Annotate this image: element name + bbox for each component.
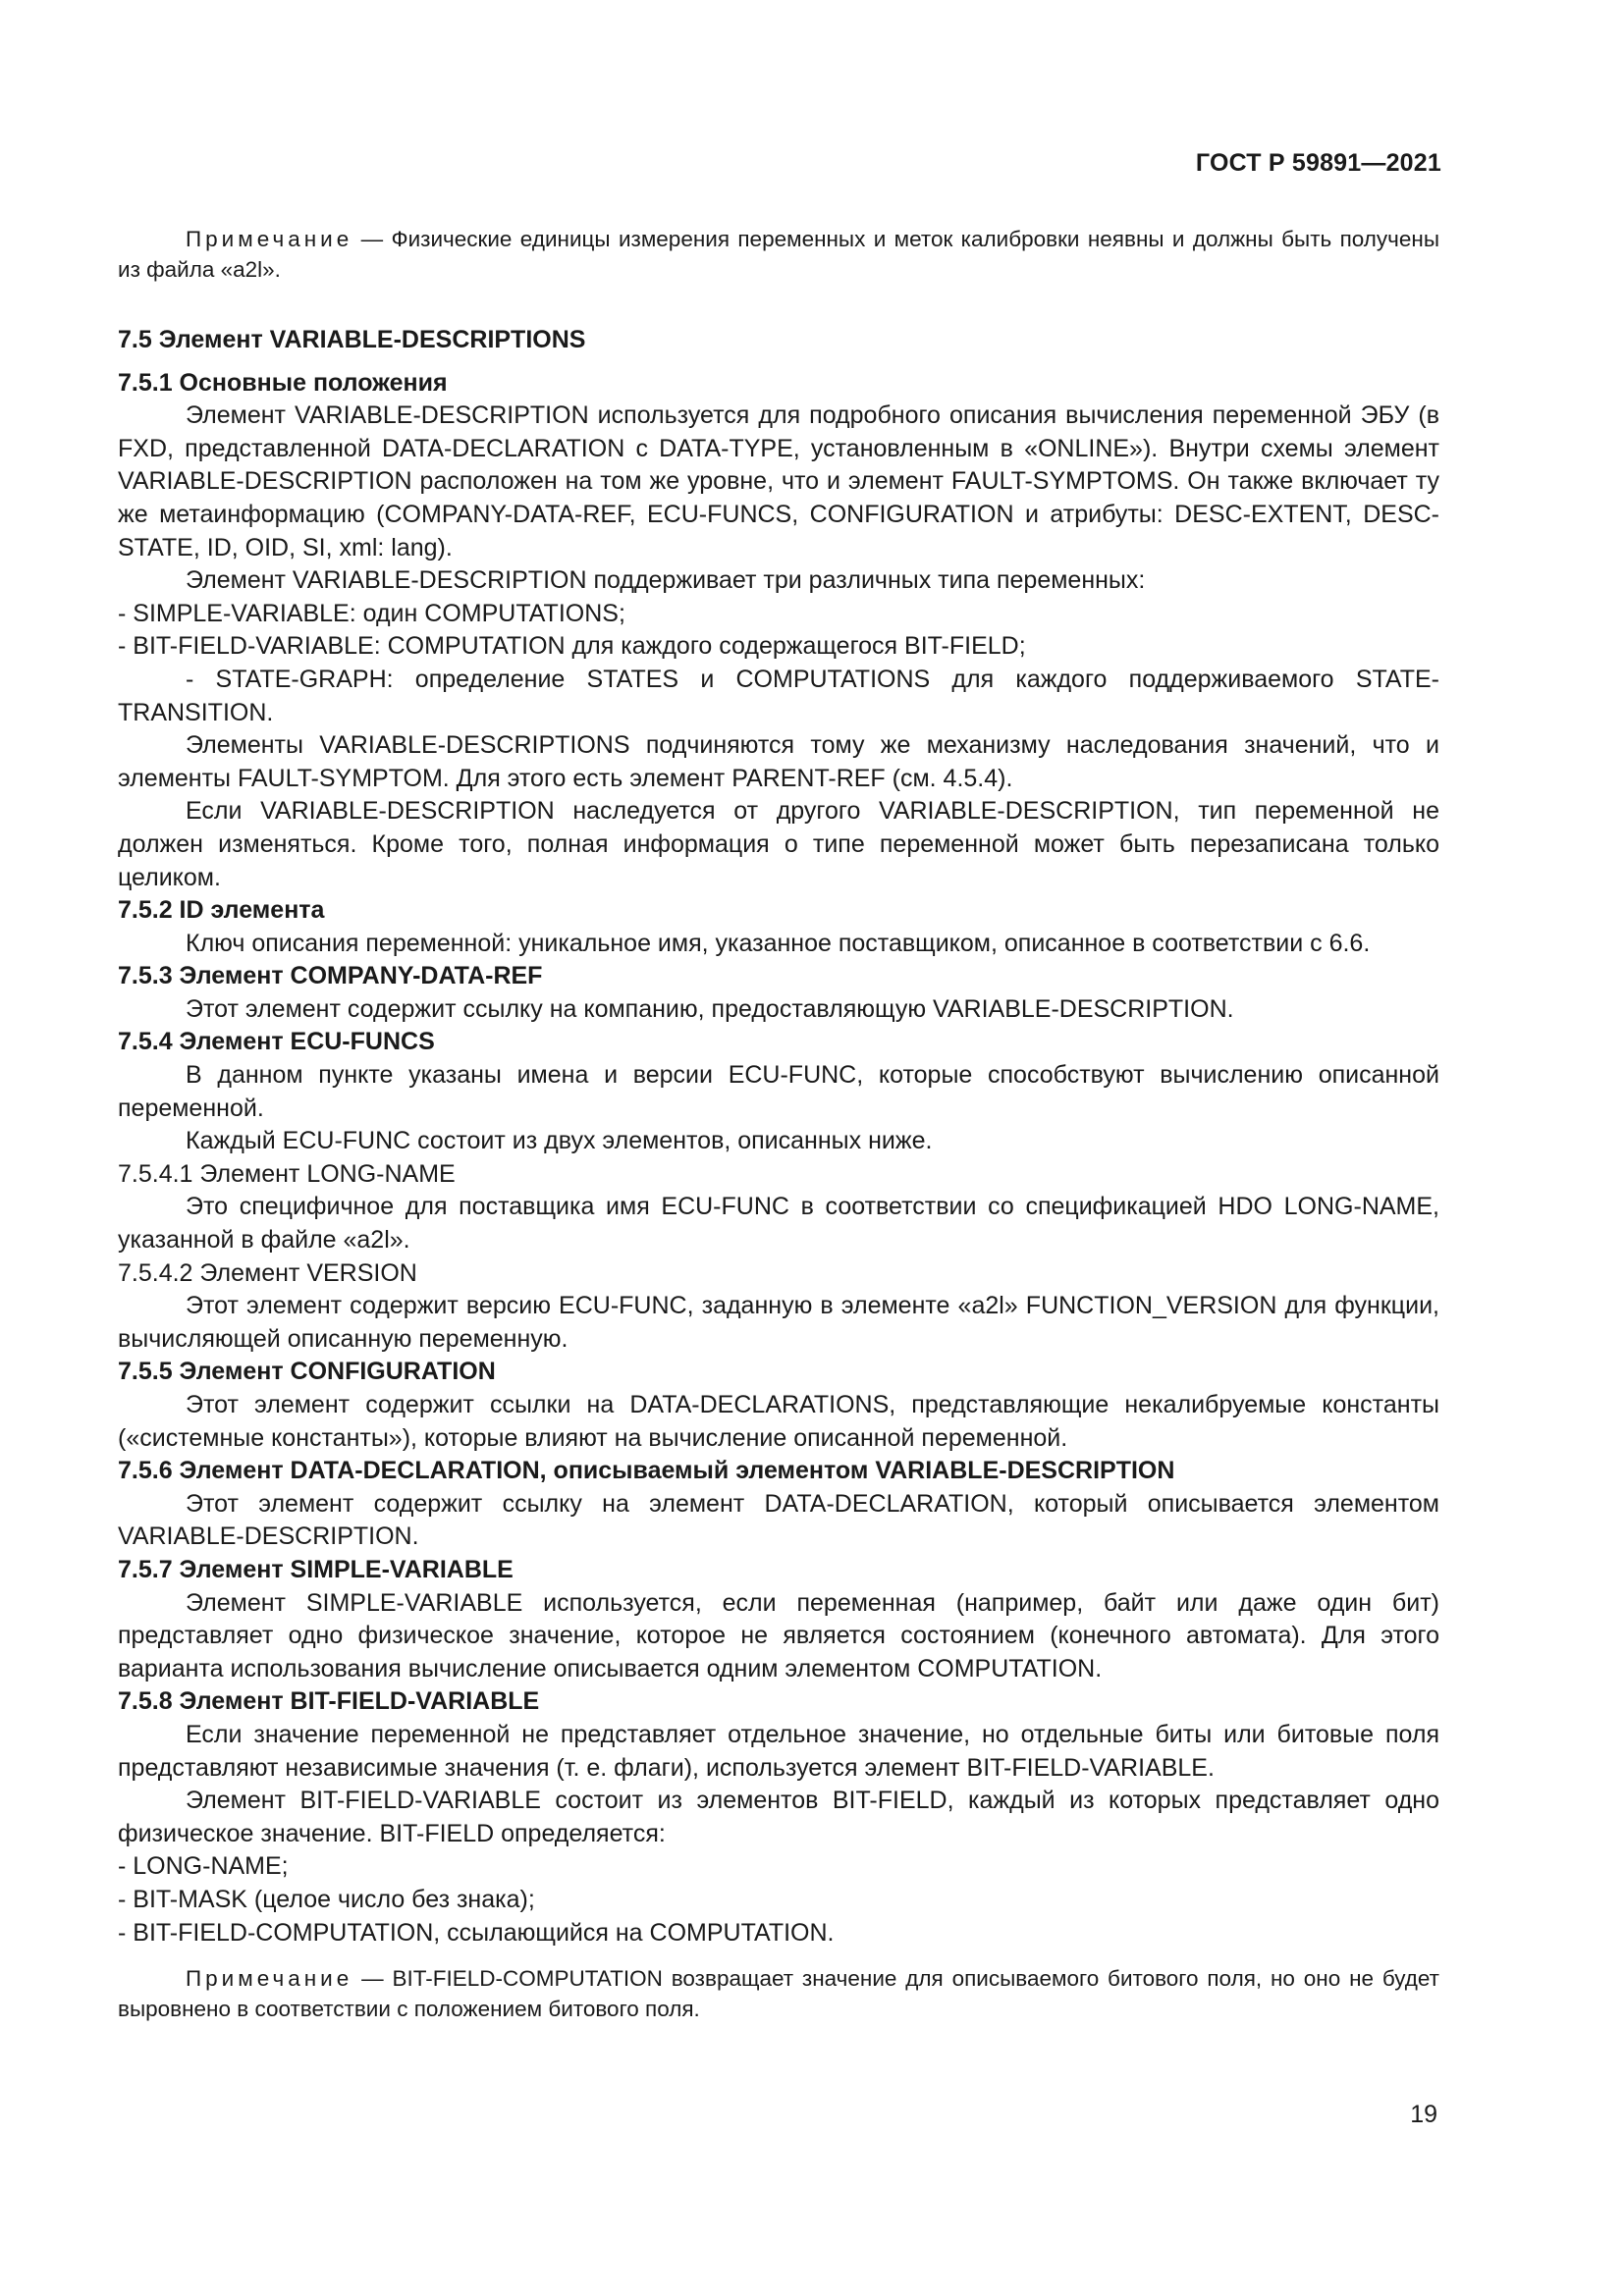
- list-item: - BIT-FIELD-COMPUTATION, ссылающийся на COMPUTATION.: [118, 1918, 835, 1947]
- heading-7-5-8: 7.5.8 Элемент BIT-FIELD-VARIABLE: [118, 1687, 540, 1716]
- heading-7-5-6: 7.5.6 Элемент DATA-DECLARATION, описываемый элементом VARIABLE-DESCRIPTION: [118, 1457, 1175, 1485]
- paragraph: Если значение переменной не представляет отдельное значение, но отдельные биты или битовые поля представляют независимые значения (т. е. флаги), используется элемент BIT-FIELD-VARIABLE.: [118, 1720, 1439, 1782]
- heading-7-5-1: 7.5.1 Основные положения: [118, 368, 448, 397]
- paragraph: Этот элемент содержит ссылки на DATA-DECLARATIONS, представляющие некалибруемые константы («системные константы»), которые влияют на вычисление описанной переменной.: [118, 1391, 1439, 1452]
- page-number: 19: [1410, 2101, 1437, 2128]
- note-text: — BIT-FIELD-COMPUTATION возвращает значение для описываемого битового поля, но оно не будет выровнено в соответствии с положением битового поля.: [118, 1966, 1439, 2022]
- paragraph: Элемент SIMPLE-VARIABLE используется, если переменная (например, байт или даже один бит) представляет одно физическое значение, которое не является состоянием (конечного автомата). Для этого варианта использования вычисление описывается одним элементом COMPUTATION.: [118, 1588, 1439, 1682]
- page-content: [118, 224, 1439, 2024]
- paragraph: Ключ описания переменной: уникальное имя, указанное поставщиком, описанное в соответствии с 6.6.: [186, 929, 1371, 957]
- paragraph: Это специфичное для поставщика имя ECU-FUNC в соответствии со спецификацией HDO LONG-NAME, указанной в файле «a2l».: [118, 1193, 1439, 1255]
- heading-7-5-5: 7.5.5 Элемент CONFIGURATION: [118, 1358, 496, 1386]
- note-text: — Физические единицы измерения переменных и меток калибровки неявны и должны быть получены из файла «a2l».: [118, 227, 1439, 282]
- note-2: [118, 1963, 1439, 2024]
- standard-header: ГОСТ Р 59891—2021: [1195, 149, 1441, 177]
- paragraph: Этот элемент содержит ссылку на компанию, предоставляющую VARIABLE-DESCRIPTION.: [186, 994, 1234, 1023]
- heading-7-5-2: 7.5.2 ID элемента: [118, 896, 325, 925]
- paragraph: Элементы VARIABLE-DESCRIPTIONS подчиняются тому же механизму наследования значений, что и элементы FAULT-SYMPTOM. Для этого есть элемент PARENT-REF (см. 4.5.4).: [118, 731, 1439, 792]
- heading-7-5-4-1: 7.5.4.1 Элемент LONG-NAME: [118, 1159, 456, 1188]
- paragraph: Если VARIABLE-DESCRIPTION наследуется от другого VARIABLE-DESCRIPTION, тип переменной не должен изменяться. Кроме того, полная информация о типе переменной может быть перезаписана только целиком.: [118, 797, 1439, 891]
- list-item: - BIT-MASK (целое число без знака);: [118, 1885, 535, 1913]
- paragraph: Элемент BIT-FIELD-VARIABLE состоит из элементов BIT-FIELD, каждый из которых представляет одно физическое значение. BIT-FIELD определяется:: [118, 1787, 1439, 1847]
- list-item: - SIMPLE-VARIABLE: один COMPUTATIONS;: [118, 599, 625, 627]
- paragraph: Элемент VARIABLE-DESCRIPTION используется для подробного описания вычисления переменной ЭБУ (в FXD, представленной DATA-DECLARATION с DATA-TYPE, установленным в «ONLINE»). Внутри схемы элемент VARIABLE-DESCRIPTION расположен на том же уровне, что и элемент FAULT-SYMPTOMS. Он также включает ту же метаинформацию (COMPANY-DATA-REF, ECU-FUNCS, CONFIGURATION и атрибуты: DESC-EXTENT, DESC-STATE, ID, OID, SI, xml: lang).: [118, 401, 1439, 561]
- section-heading-7-5: 7.5 Элемент VARIABLE-DESCRIPTIONS: [118, 326, 586, 353]
- paragraph: Каждый ECU-FUNC состоит из двух элементов, описанных ниже.: [186, 1127, 933, 1155]
- paragraph: В данном пункте указаны имена и версии ECU-FUNC, которые способствуют вычислению описанной переменной.: [118, 1061, 1439, 1122]
- note-1: [118, 224, 1439, 285]
- heading-7-5-4: 7.5.4 Элемент ECU-FUNCS: [118, 1028, 435, 1056]
- paragraph: Этот элемент содержит ссылку на элемент DATA-DECLARATION, который описывается элементом VARIABLE-DESCRIPTION.: [118, 1489, 1439, 1551]
- paragraph: Элемент VARIABLE-DESCRIPTION поддерживает три различных типа переменных:: [186, 566, 1146, 595]
- list-item: - BIT-FIELD-VARIABLE: COMPUTATION для каждого содержащегося BIT-FIELD;: [118, 632, 1026, 661]
- list-item: - STATE-GRAPH: определение STATES и COMPUTATIONS для каждого поддерживаемого STATE-TRANSITION.: [118, 665, 1439, 726]
- list-item: - LONG-NAME;: [118, 1852, 289, 1881]
- paragraph: Этот элемент содержит версию ECU-FUNC, заданную в элементе «a2l» FUNCTION_VERSION для функции, вычисляющей описанную переменную.: [118, 1292, 1439, 1353]
- heading-7-5-3: 7.5.3 Элемент COMPANY-DATA-REF: [118, 962, 543, 990]
- heading-7-5-4-2: 7.5.4.2 Элемент VERSION: [118, 1258, 417, 1287]
- heading-7-5-7: 7.5.7 Элемент SIMPLE-VARIABLE: [118, 1555, 514, 1583]
- note-label: Примечание: [186, 1966, 353, 1992]
- note-label: Примечание: [186, 227, 353, 251]
